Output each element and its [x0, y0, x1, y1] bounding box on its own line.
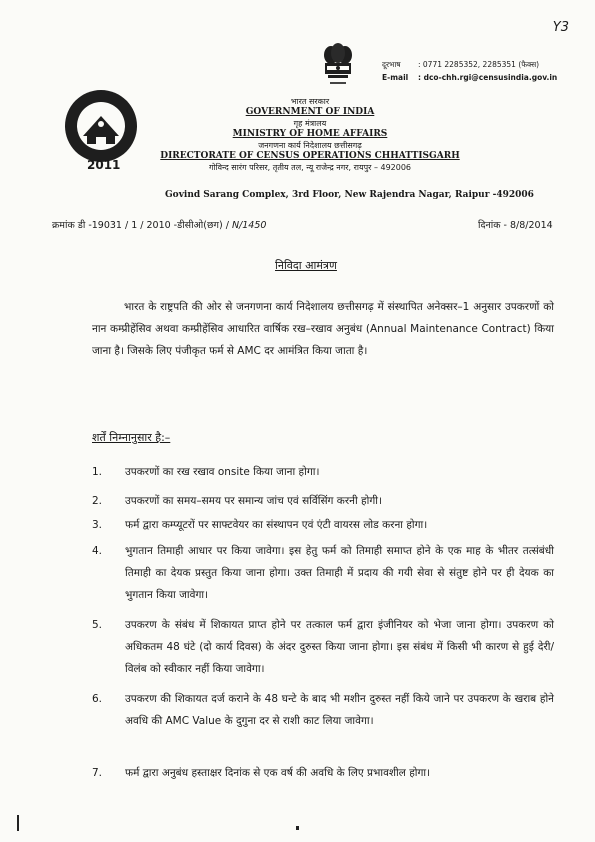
condition-number: 2.	[92, 495, 103, 507]
margin-mark	[17, 815, 19, 831]
condition-item	[92, 540, 554, 606]
condition-text: फर्म द्वारा अनुबंध हस्ताक्षर दिनांक से एक वर्ष की अवधि के लिए प्रभावशील होगा।	[125, 767, 431, 779]
phone-row	[382, 58, 557, 71]
letter-date: दिनांक - 8/8/2014	[478, 220, 553, 231]
letter-number	[52, 218, 266, 231]
phone-value: : 0771 2285352, 2285351 (फैक्स)	[418, 60, 540, 69]
page-dot	[296, 826, 299, 830]
email-label: E-mail	[382, 73, 409, 82]
page-corner-mark: Y3	[552, 20, 569, 35]
phone-label: दूरभाष	[382, 60, 401, 69]
condition-text: भुगतान तिमाही आधार पर किया जावेगा। इस हेतु फर्म को तिमाही समाप्त होने के एक माह के भीतर तत्संबंधी तिमाही का देयक प्रस्तुत किया जाना होगा। उक्त तिमाही में प्रदाय की गयी सेवा से संतुष्ट होने पर ही देयक का भुगतान किया जावेगा।	[125, 545, 554, 601]
national-emblem	[318, 42, 358, 94]
letterhead-hindi-address: गोविन्द सारंग परिसर, तृतीय तल, न्यू राजेन्द्र नगर, रायपुर – 492006	[208, 163, 412, 172]
condition-text: उपकरणों का रख रखाव onsite किया जाना होगा।	[125, 466, 320, 478]
condition-number: 1.	[92, 466, 103, 478]
census-year: 2011	[87, 158, 121, 172]
contact-block	[382, 58, 557, 84]
condition-number: 7.	[92, 767, 103, 779]
letterhead-ministry: MINISTRY OF HOME AFFAIRS	[232, 129, 388, 139]
conditions-heading: शर्तें निम्नानुसार है:–	[92, 431, 171, 444]
letterhead	[150, 96, 470, 173]
letter-number-handwritten: N/1450	[231, 220, 267, 231]
condition-item	[92, 490, 554, 512]
condition-number: 3.	[92, 519, 103, 531]
condition-item	[92, 688, 554, 732]
condition-text: उपकरणों का समय–समय पर समान्य जांच एवं सर्विसिंग करनी होगी।	[125, 495, 382, 507]
letterhead-gov: GOVERNMENT OF INDIA	[245, 107, 375, 117]
letterhead-directorate: DIRECTORATE OF CENSUS OPERATIONS CHHATTISGARH	[160, 151, 460, 161]
condition-item	[92, 461, 554, 483]
letterhead-hindi-ministry: गृह मंत्रालय	[293, 119, 327, 128]
email-value: : dco-chh.rgi@censusindia.gov.in	[418, 73, 558, 82]
notice-title: निविदा आमंत्रण	[275, 259, 337, 272]
intro-paragraph: भारत के राष्ट्रपति की ओर से जनगणना कार्य निदेशालय छत्तीसगढ़ में संस्थापित अनेक्सर–1 अनुसार उपकरणों को नान कम्प्रीहेंसिव अथवा कम्प्रीहेंसिव आधारित वार्षिक रख–रखाव अनुबंध (Annual Maintenance Contract) किया जाना है। जिसके लिए पंजीकृत फर्म से AMC दर आमंत्रित किया जाता है।	[92, 301, 554, 357]
letter-number-printed: क्रमांक डी -19031 / 1 / 2010 -डीसीओ(छग) /	[52, 220, 229, 231]
condition-number: 4.	[92, 545, 103, 557]
condition-item	[92, 514, 554, 536]
condition-item	[92, 762, 554, 784]
condition-text: उपकरण के संबंध में शिकायत प्राप्त होने पर तत्काल फर्म द्वारा इंजीनियर को भेजा जाना होगा। उपकरण को अधिकतम 48 घंटे (दो कार्य दिवस) के अंदर दुरुस्त किया जाना होगा। इस संबंध में किसी भी कारण से हुई देरी/विलंब को स्वीकार नहीं किया जावेगा।	[125, 619, 554, 675]
condition-item	[92, 614, 554, 680]
condition-text: उपकरण की शिकायत दर्ज कराने के 48 घन्टे के बाद भी मशीन दुरुस्त नहीं किये जाने पर उपकरण के खराब होने अवधि की AMC Value के दुगुना दर से राशी काट लिया जावेगा।	[125, 693, 554, 727]
letterhead-hindi-directorate: जनगणना कार्य निदेशालय छत्तीसगढ़	[258, 141, 362, 150]
email-row	[382, 71, 557, 84]
condition-text: फर्म द्वारा कम्प्यूटरों पर साफ्टवेयर का संस्थापन एवं एंटी वायरस लोड करना होगा।	[125, 519, 428, 531]
condition-number: 5.	[92, 619, 103, 631]
condition-number: 6.	[92, 693, 103, 705]
letterhead-address: Govind Sarang Complex, 3rd Floor, New Rajendra Nagar, Raipur -492006	[165, 190, 534, 200]
letterhead-hindi-gov: भारत सरकार	[290, 97, 330, 106]
